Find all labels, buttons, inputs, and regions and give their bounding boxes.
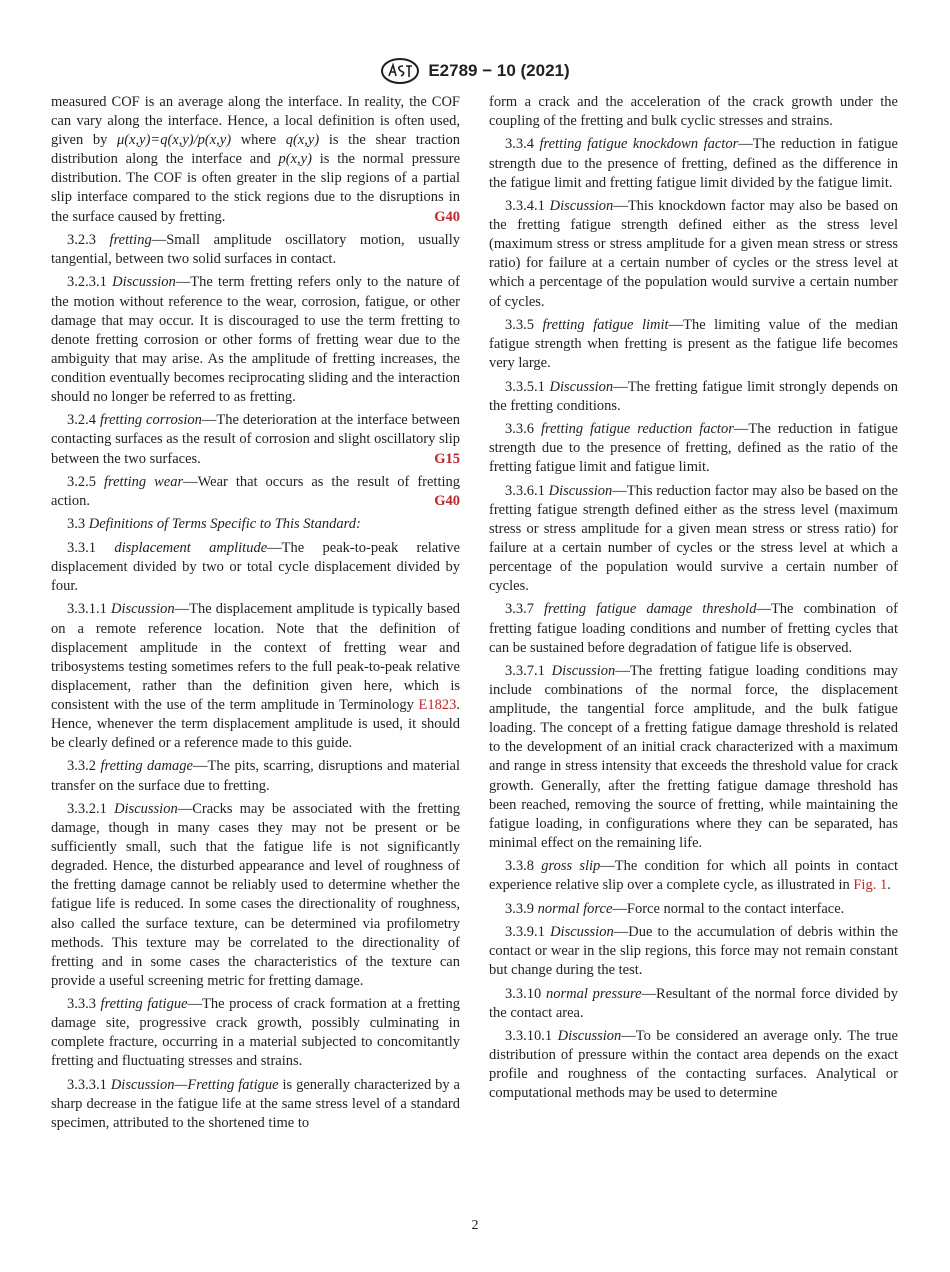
- section-3-3-4-1: 3.3.4.1 Discussion—This knockdown factor may also be based on the fretting fatigue strength defined either as the stress level (maximum stress or stress amplitude for a given mean stress or stress ratio) for failure at a certain number of cycles or the stress level at which a percentage of the population would survive a certain number of cycles.: [489, 198, 899, 310]
- section-3-2-5: 3.2.5 fretting wear—Wear that occurs as the result of fretting action. G40: [51, 473, 460, 511]
- section-3-3-10-1: 3.3.10.1 Discussion—To be considered an average only. The true distribution of pressure within the contact area depends on the exact profile and roughness of the contacting surfaces. Analytical or computational methods may be used to determine: [489, 1028, 898, 1102]
- standard-reference: G40: [434, 208, 460, 225]
- right-column: [489, 93, 898, 1108]
- section-3-2-4: 3.2.4 fretting corrosion—The deterioration at the interface between contacting surfaces as the result of corrosion and slight oscillatory slip between the two surfaces. G15: [51, 411, 460, 468]
- paragraph-cof-definition: measured COF is an average along the interface. In reality, the COF can vary along the interface. Hence, a local definition is often used, given by μ(x,y)=q(x,y)/p(x,y) where q(x,y) is the shear traction distribution along the interface and p(x,y) is the normal pressure distribution. The COF is often greater in the slip regions of a partial slip interface compared to the stick regions due to the disruptions in the surface caused by fretting. G40: [51, 93, 460, 227]
- astm-logo-icon: [380, 57, 420, 85]
- section-3-3-5: 3.3.5 fretting fatigue limit—The limiting value of the median fatigue strength when fretting is present as the fatigue life becomes very large.: [489, 316, 899, 372]
- section-3-3-2-1: 3.3.2.1 Discussion—Cracks may be associated with the fretting damage, though in many cases they may not be present or be sufficiently small, such that the fatigue life is not significantly degraded. Hence, the disturbed appearance and level of roughness of the fretting damage cannot be reliably used to determine whether the fatigue life is reduced. In some cases the directionality of roughness, also called the surface texture, can be determined via profilometry methods. This texture may be correlated to the directionality of fretting and in some cases the characteristics of the texture can provide a useful screening metric for fretting damage.: [51, 800, 460, 989]
- section-3-3-7-1: 3.3.7.1 Discussion—The fretting fatigue loading conditions may include combinations of the normal force, the displacement amplitude, the tangential force amplitude, and the bulk fatigue loading. The concept of a fretting fatigue damage threshold is related to the development of an initial crack characterized with a maximum and range in stress intensity that exceeds the threshold value for crack growth. Generally, after the fretting fatigue damage threshold has been reached, removing the source of fretting, while maintaining the fatigue loading, in configurations where they can be separated, has minimal effect on the remaining life.: [489, 663, 899, 851]
- left-column: [51, 93, 460, 1137]
- section-3-3-1: 3.3.1 displacement amplitude—The peak-to-peak relative displacement divided by two or total cycle displacement divided by four.: [51, 539, 460, 595]
- page-number: 2: [471, 1218, 479, 1233]
- figure-link-fig1[interactable]: Fig. 1: [853, 877, 888, 894]
- standard-reference: G40: [434, 493, 460, 510]
- section-3-3-7: 3.3.7 fretting fatigue damage threshold—The combination of fretting fatigue loading conditions and number of fretting cycles that can be sustained before degradation of fatigue life is observed.: [489, 601, 898, 656]
- section-3-3-2: 3.3.2 fretting damage—The pits, scarring, disruptions and material transfer on the surface due to fretting.: [51, 758, 461, 794]
- section-3-3-9-1: 3.3.9.1 Discussion—Due to the accumulation of debris within the contact or wear in the slip regions, this force may not remain constant but change during the test.: [489, 924, 899, 979]
- section-3-3-heading: 3.3 Definitions of Terms Specific to This Standard:: [67, 516, 361, 533]
- section-3-2-3: 3.2.3 fretting—Small amplitude oscillatory motion, usually tangential, between two solid surfaces in contact.: [51, 231, 460, 268]
- section-3-3-5-1: 3.3.5.1 Discussion—The fretting fatigue limit strongly depends on the fretting conditions.: [489, 378, 898, 414]
- section-3-3-1-1: 3.3.1.1 Discussion—The displacement amplitude is typically based on a remote reference location. Note that the definition of displacement amplitude in the context of fretting wear and tribosystems testing sometimes refers to the full peak-to-peak relative displacement, rather than the definition given here, which is consistent with the use of the term amplitude in Terminology E1823. Hence, whenever the term displacement amplitude is used, it should be clearly defined or a reference made to this guide.: [51, 601, 461, 752]
- section-3-3-6: 3.3.6 fretting fatigue reduction factor—The reduction in fatigue strength due to the presence of fretting, defined as the ratio of the fretting fatigue limit and fatigue limit.: [489, 420, 898, 476]
- section-3-3-3: 3.3.3 fretting fatigue—The process of crack formation at a fretting damage site, progressive crack growth, possibly culminating in complete fracture, occurring in a material subjected to concomitantly fretting and fluctuating stresses and strains.: [51, 996, 460, 1070]
- section-3-3-4: 3.3.4 fretting fatigue knockdown factor—The reduction in fatigue strength due to the presence of fretting, defined as the difference in the fatigue limit and fretting fatigue limit divided by the fatigue limit.: [489, 136, 898, 191]
- section-3-3-6-1: 3.3.6.1 Discussion—This reduction factor may also be based on the fretting fatigue strength defined either as the stress level (maximum stress or stress amplitude for a given mean stress or stress ratio) for failure at a certain number of cycles or the stress level at which a percentage of the population would survive a certain number of cycles.: [489, 482, 898, 595]
- standard-link-e1823[interactable]: E1823: [418, 696, 457, 713]
- section-3-3-3-1: 3.3.3.1 Discussion—Fretting fatigue is generally characterized by a sharp decrease in the fatigue life at the same stress level of a standard specimen, attributed to the shortened time to: [51, 1076, 460, 1132]
- section-3-2-3-1: 3.2.3.1 Discussion—The term fretting refers only to the nature of the motion without reference to the wear, corrosion, fatigue, or other damage that may occur. It is discouraged to use the term fretting to denote fretting corrosion or other forms of fretting wear due to the ambiguity that may arise. As the amplitude of fretting increases, the condition eventually becomes reciprocating sliding and the interaction should no longer be referred to as fretting.: [51, 274, 460, 405]
- page-header: [0, 56, 950, 86]
- standard-reference: G15: [434, 450, 460, 467]
- document-designation: E2789 − 10 (2021): [428, 61, 570, 80]
- section-3-3-9: 3.3.9 normal force—Force normal to the contact interface.: [505, 900, 845, 917]
- paragraph-continuation: form a crack and the acceleration of the crack growth under the coupling of the fretting and bulk cyclic stresses and strains.: [489, 94, 898, 130]
- section-3-3-8: 3.3.8 gross slip—The condition for which all points in contact experience relative slip over a complete cycle, as illustrated in Fig. 1.: [489, 858, 899, 894]
- section-3-3-10: 3.3.10 normal pressure—Resultant of the normal force divided by the contact area.: [489, 985, 899, 1021]
